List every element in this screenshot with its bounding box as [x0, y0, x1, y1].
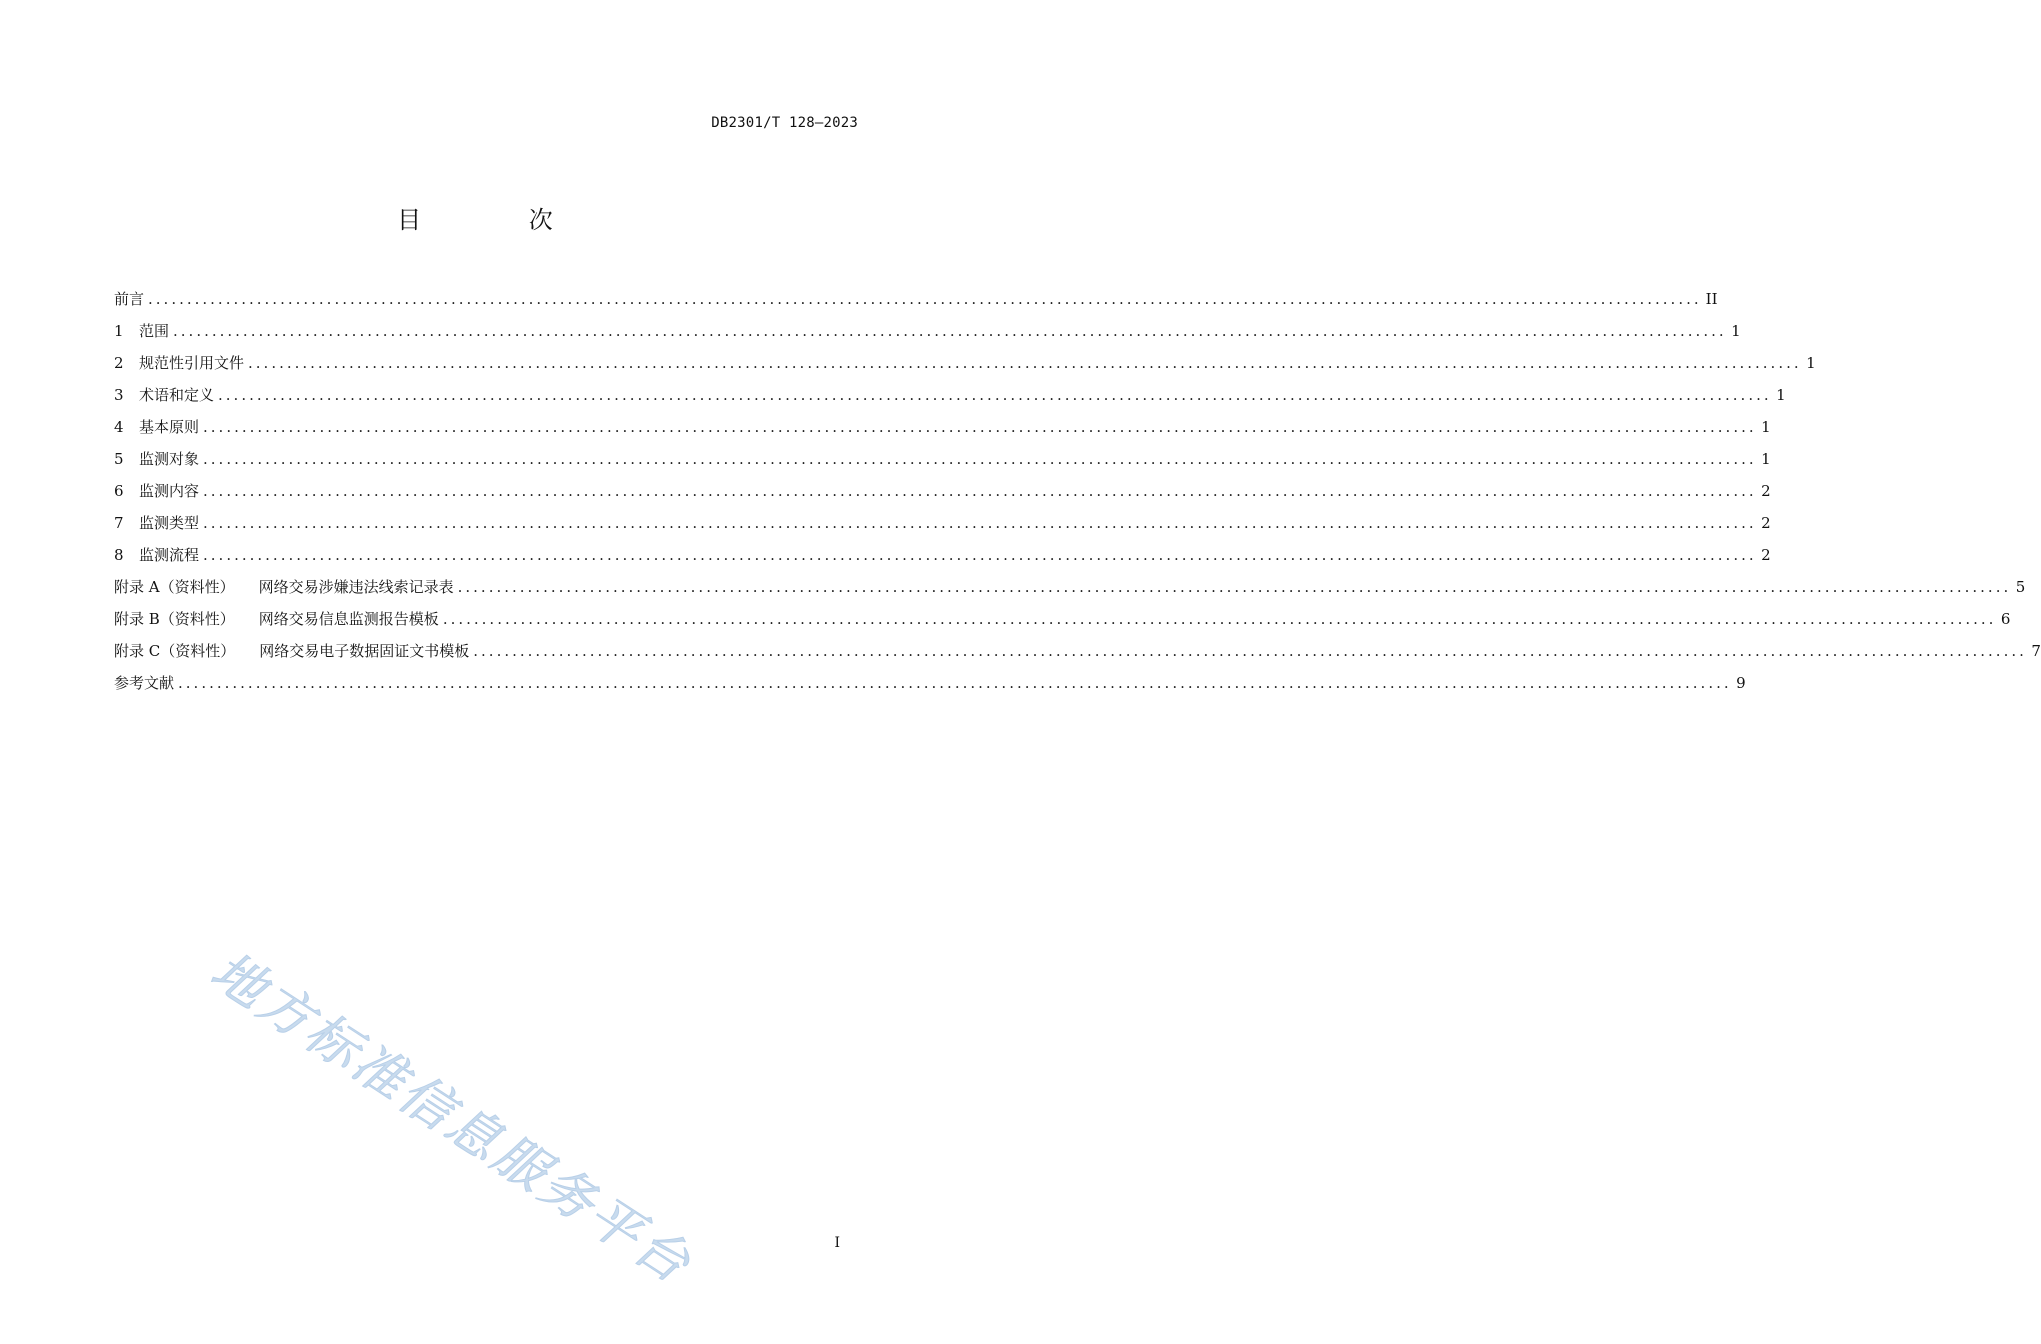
toc-entry-label: 监测对象: [139, 450, 200, 468]
toc-dot-leader: ........................................................................................................................................................................................................: [203, 418, 1757, 436]
toc-entry-number: 6: [114, 482, 124, 500]
toc-entry-number: 4: [114, 418, 124, 436]
toc-dot-leader: ........................................................................................................................................................................................................: [148, 290, 1702, 308]
toc-entry[interactable]: [114, 640, 2041, 672]
toc-dot-leader: ........................................................................................................................................................................................................: [457, 578, 2012, 596]
toc-entry-page: 2: [1761, 514, 1771, 532]
toc-dot-leader: ........................................................................................................................................................................................................: [203, 546, 1757, 564]
toc-entry-number: 5: [114, 450, 124, 468]
toc-entry-page: 9: [1736, 674, 1746, 692]
toc-entry-label: 术语和定义: [139, 386, 215, 404]
toc-entry[interactable]: [114, 352, 1816, 384]
toc-entry-page: 5: [2015, 578, 2026, 596]
toc-entry-page: 6: [2000, 610, 2011, 628]
toc-entry-page: 1: [1761, 418, 1771, 436]
toc-dot-leader: ........................................................................................................................................................................................................: [173, 322, 1727, 340]
toc-entry-label: 附录 C（资料性）: [114, 642, 236, 660]
watermark: 地方标准信息服务平台: [200, 940, 703, 1297]
toc-entry-number: 3: [114, 386, 124, 404]
toc-entry-page: 1: [1776, 386, 1786, 404]
toc-entry[interactable]: [114, 512, 1771, 544]
toc-title: 目 次: [397, 206, 603, 234]
toc-entry[interactable]: [114, 416, 1771, 448]
toc-entry[interactable]: [114, 672, 1746, 704]
toc-dot-leader: ........................................................................................................................................................................................................: [203, 450, 1757, 468]
toc-entry-label: 附录 A（资料性）: [114, 578, 235, 596]
toc-dot-leader: ........................................................................................................................................................................................................: [203, 514, 1757, 532]
toc-entry-subtitle: 网络交易电子数据固证文书模板: [259, 642, 470, 660]
toc-dot-leader: ........................................................................................................................................................................................................: [218, 386, 1772, 404]
toc-entry[interactable]: [114, 608, 2011, 640]
toc-entry-number: 2: [114, 354, 124, 372]
toc-entry-page: 1: [1806, 354, 1816, 372]
toc-entry[interactable]: [114, 384, 1786, 416]
toc-entry-label: 基本原则: [139, 418, 200, 436]
toc-entry-label: 监测类型: [139, 514, 200, 532]
toc-dot-leader: ........................................................................................................................................................................................................: [473, 642, 2027, 660]
toc-entry-label: 范围: [139, 322, 170, 340]
toc-entry-label: 监测流程: [139, 546, 200, 564]
toc-entry-page: 2: [1761, 482, 1771, 500]
toc-entry-subtitle: 网络交易涉嫌违法线索记录表: [258, 578, 454, 596]
toc-entry-page: II: [1705, 290, 1718, 308]
toc-dot-leader: ........................................................................................................................................................................................................: [178, 674, 1732, 692]
toc-entry[interactable]: [114, 544, 1771, 576]
toc-entry-number: 1: [114, 322, 124, 340]
toc-entry-label: 监测内容: [139, 482, 200, 500]
table-of-contents: [114, 288, 2041, 704]
page-number: I: [834, 1235, 840, 1251]
toc-dot-leader: ........................................................................................................................................................................................................: [442, 610, 1997, 628]
toc-entry-number: 7: [114, 514, 124, 532]
toc-entry[interactable]: [114, 480, 1771, 512]
toc-dot-leader: ........................................................................................................................................................................................................: [203, 482, 1757, 500]
toc-entry-subtitle: 网络交易信息监测报告模板: [258, 610, 439, 628]
toc-entry-page: 1: [1761, 450, 1771, 468]
toc-entry[interactable]: [114, 320, 1741, 352]
toc-entry-label: 参考文献: [114, 674, 175, 692]
toc-entry-page: 7: [2031, 642, 2041, 660]
toc-entry[interactable]: [114, 288, 1718, 320]
toc-entry-label: 规范性引用文件: [139, 354, 245, 372]
toc-entry-number: 8: [114, 546, 124, 564]
toc-entry-label: 附录 B（资料性）: [114, 610, 235, 628]
toc-entry[interactable]: [114, 576, 2026, 608]
toc-entry-label: 前言: [114, 290, 145, 308]
toc-entry-page: 2: [1761, 546, 1771, 564]
document-code: DB2301/T 128—2023: [711, 115, 858, 131]
toc-entry-page: 1: [1731, 322, 1741, 340]
toc-entry[interactable]: [114, 448, 1771, 480]
toc-dot-leader: ........................................................................................................................................................................................................: [248, 354, 1802, 372]
